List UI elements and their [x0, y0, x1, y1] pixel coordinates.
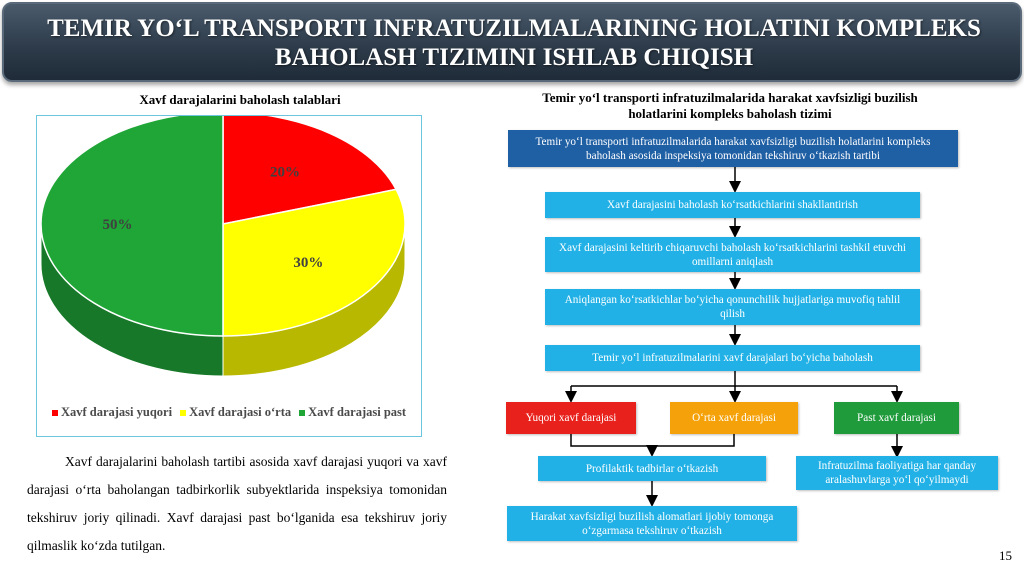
flow-box-step3: Aniqlangan ko‘rsatkichlar bo‘yicha qonunchilik hujjatlariga muvofiq tahlil qilish [545, 289, 920, 325]
flow-box-medium-risk: O‘rta xavf darajasi [670, 402, 798, 434]
merge-connector [571, 434, 734, 446]
legend-label-medium: Xavf darajasi o‘rta [189, 405, 292, 419]
flow-box-prevention: Profilaktik tadbirlar o‘tkazish [538, 456, 766, 481]
legend-label-high: Xavf darajasi yuqori [60, 405, 173, 419]
flow-box-final: Harakat xavfsizligi buzilish alomatlari ijobiy tomonga o‘zgarmasa tekshiruv o‘tkazish [507, 506, 797, 541]
flow-box-top: Temir yo‘l transporti infratuzilmalarida harakat xavfsizligi buzilish holatlarini kompleks baholash asosida inspeksiya tomonidan tekshiruv o‘tkazish tartibi [508, 130, 958, 167]
flow-box-low-risk: Past xavf darajasi [834, 402, 959, 434]
flow-box-low-action: Infratuzilma faoliyatiga har qanday aralashuvlarga yo‘l qo‘yilmaydi [796, 456, 998, 490]
flow-box-step2: Xavf darajasini keltirib chiqaruvchi baholash ko‘rsatkichlarini tashkil etuvchi omillarni aniqlash [545, 237, 920, 272]
branch-connector [571, 371, 735, 386]
flow-box-step1: Xavf darajasini baholash ko‘rsatkichlarini shakllantirish [545, 192, 920, 218]
description-paragraph: Xavf darajalarini baholash tartibi asosida xavf darajasi yuqori va xavf darajasi o‘rta baholangan tadbirkorlik subyektlarida inspeksiya tomonidan tekshiruv joriy qilinadi. Xavf darajasi past bo‘lganida esa tekshiruv joriy qilmaslik ko‘zda tutilgan. [27, 454, 447, 553]
flow-box-step4: Temir yo‘l infratuzilmalarini xavf darajalari bo‘yicha baholash [545, 345, 920, 371]
pie-label-high: 20% [270, 164, 301, 181]
pie-label-low: 50% [102, 217, 133, 233]
chart-title: Xavf darajalarini baholash talablari [139, 92, 341, 107]
slide-title-line1: TEMIR YO‘L TRANSPORTI INFRATUZILMALARINING HOLATINI KOMPLEKS [47, 15, 981, 42]
slide-title-line2: BAHOLASH TIZIMINI ISHLAB CHIQISH [274, 44, 754, 71]
legend-label-low: Xavf darajasi past [308, 405, 407, 419]
flowchart-title-line1: Temir yo‘l transporti infratuzilmalarida harakat xavfsizligi buzilish [542, 90, 918, 105]
pie-label-medium: 30% [293, 255, 324, 272]
flowchart-title-line2: holatlarini kompleks baholash tizimi [628, 106, 832, 121]
flow-box-high-risk: Yuqori xavf darajasi [506, 402, 636, 434]
page-number: 15 [999, 548, 1012, 563]
